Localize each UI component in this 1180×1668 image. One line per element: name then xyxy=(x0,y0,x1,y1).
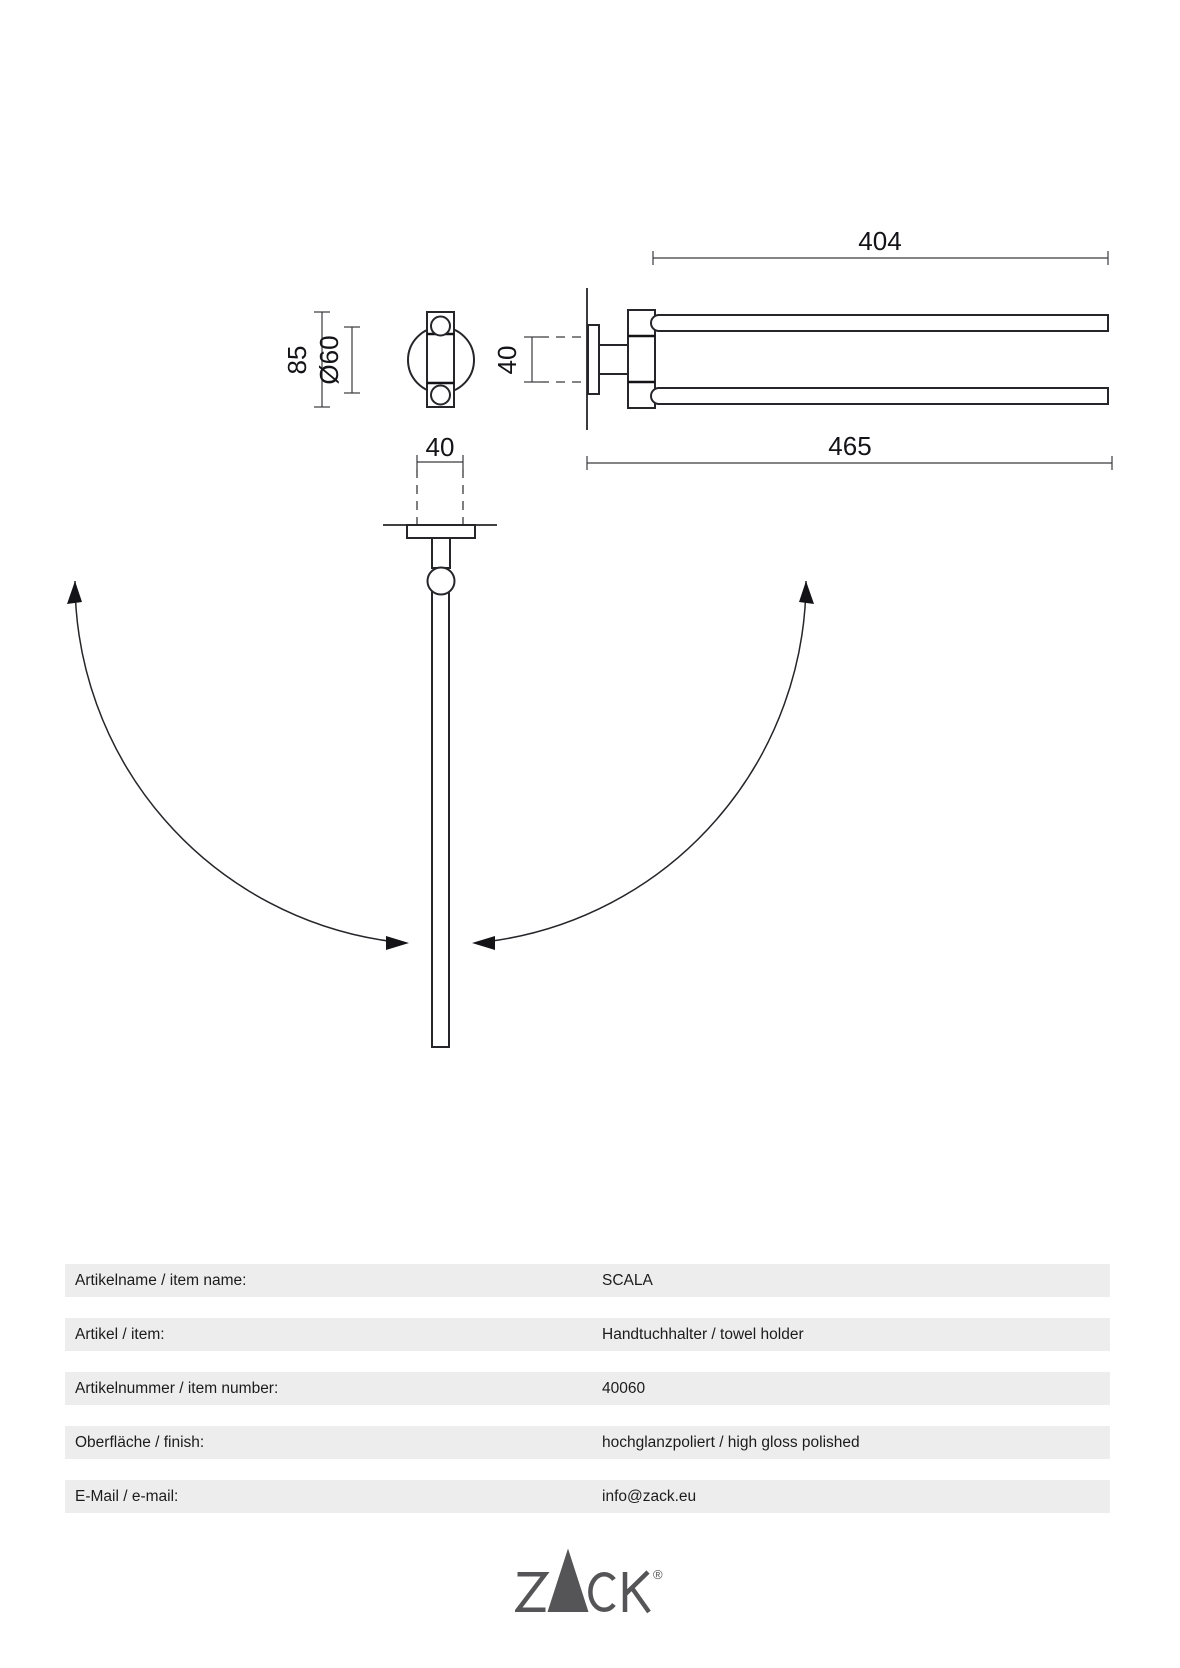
right-swivel-arc xyxy=(492,581,806,941)
letter-c xyxy=(590,1574,614,1610)
ball-joint xyxy=(428,568,455,595)
spec-row-item-number xyxy=(65,1372,1110,1405)
spec-label: Artikelnummer / item number: xyxy=(75,1379,279,1397)
left-swivel-arc xyxy=(75,581,388,941)
dim-label-404: 404 xyxy=(858,226,902,256)
spec-value: hochglanzpoliert / high gloss polished xyxy=(602,1433,860,1451)
arrowhead-right-up xyxy=(799,581,814,604)
side-view xyxy=(492,226,1112,470)
zack-logo xyxy=(515,1548,665,1620)
bottom-rail xyxy=(651,388,1108,404)
dim-plate-depth xyxy=(492,337,586,382)
spec-label: Artikel / item: xyxy=(75,1325,165,1343)
letter-a-triangle xyxy=(548,1549,589,1613)
stem-top xyxy=(432,538,450,568)
spec-label: E-Mail / e-mail: xyxy=(75,1487,179,1505)
arrowhead-left-in xyxy=(386,936,409,950)
top-view xyxy=(383,432,497,1047)
rail-top-view xyxy=(432,592,449,1047)
spec-table xyxy=(65,1264,1110,1534)
rail-end-top xyxy=(431,317,450,336)
front-view xyxy=(282,312,474,407)
wall-plate-side xyxy=(588,325,599,394)
spec-value: info@zack.eu xyxy=(602,1487,697,1505)
dim-overall-length xyxy=(587,431,1112,470)
top-rail xyxy=(651,315,1108,331)
spec-row-item xyxy=(65,1318,1110,1351)
dim-rail-spacing xyxy=(417,432,463,524)
rail-end-bottom xyxy=(431,386,450,405)
spec-row-item-name xyxy=(65,1264,1110,1297)
dim-label-40-depth: 40 xyxy=(492,345,522,375)
arrowhead-left-up xyxy=(67,581,82,604)
spec-row-email xyxy=(65,1480,1110,1513)
spec-value: SCALA xyxy=(602,1271,653,1289)
letter-z xyxy=(518,1574,546,1610)
spec-label: Artikelname / item name: xyxy=(75,1271,247,1289)
spec-row-finish xyxy=(65,1426,1110,1459)
letter-k xyxy=(625,1572,649,1612)
registered-mark-icon: ® xyxy=(653,1567,663,1582)
spec-value: Handtuchhalter / towel holder xyxy=(602,1325,804,1343)
spec-value: 40060 xyxy=(602,1379,646,1397)
arrowhead-right-in xyxy=(472,936,495,950)
zack-wordmark-fills xyxy=(548,1549,664,1613)
dim-label-d60: Ø60 xyxy=(314,335,344,385)
spec-label: Oberfläche / finish: xyxy=(75,1433,205,1451)
zack-logo-svg xyxy=(515,1548,665,1620)
wall-plate-top xyxy=(407,525,475,538)
dim-rail-length xyxy=(653,226,1108,265)
dim-label-40-width: 40 xyxy=(425,432,455,462)
dim-plate-diameter xyxy=(314,327,360,393)
dim-label-465: 465 xyxy=(828,431,872,461)
dim-label-85: 85 xyxy=(282,345,312,375)
